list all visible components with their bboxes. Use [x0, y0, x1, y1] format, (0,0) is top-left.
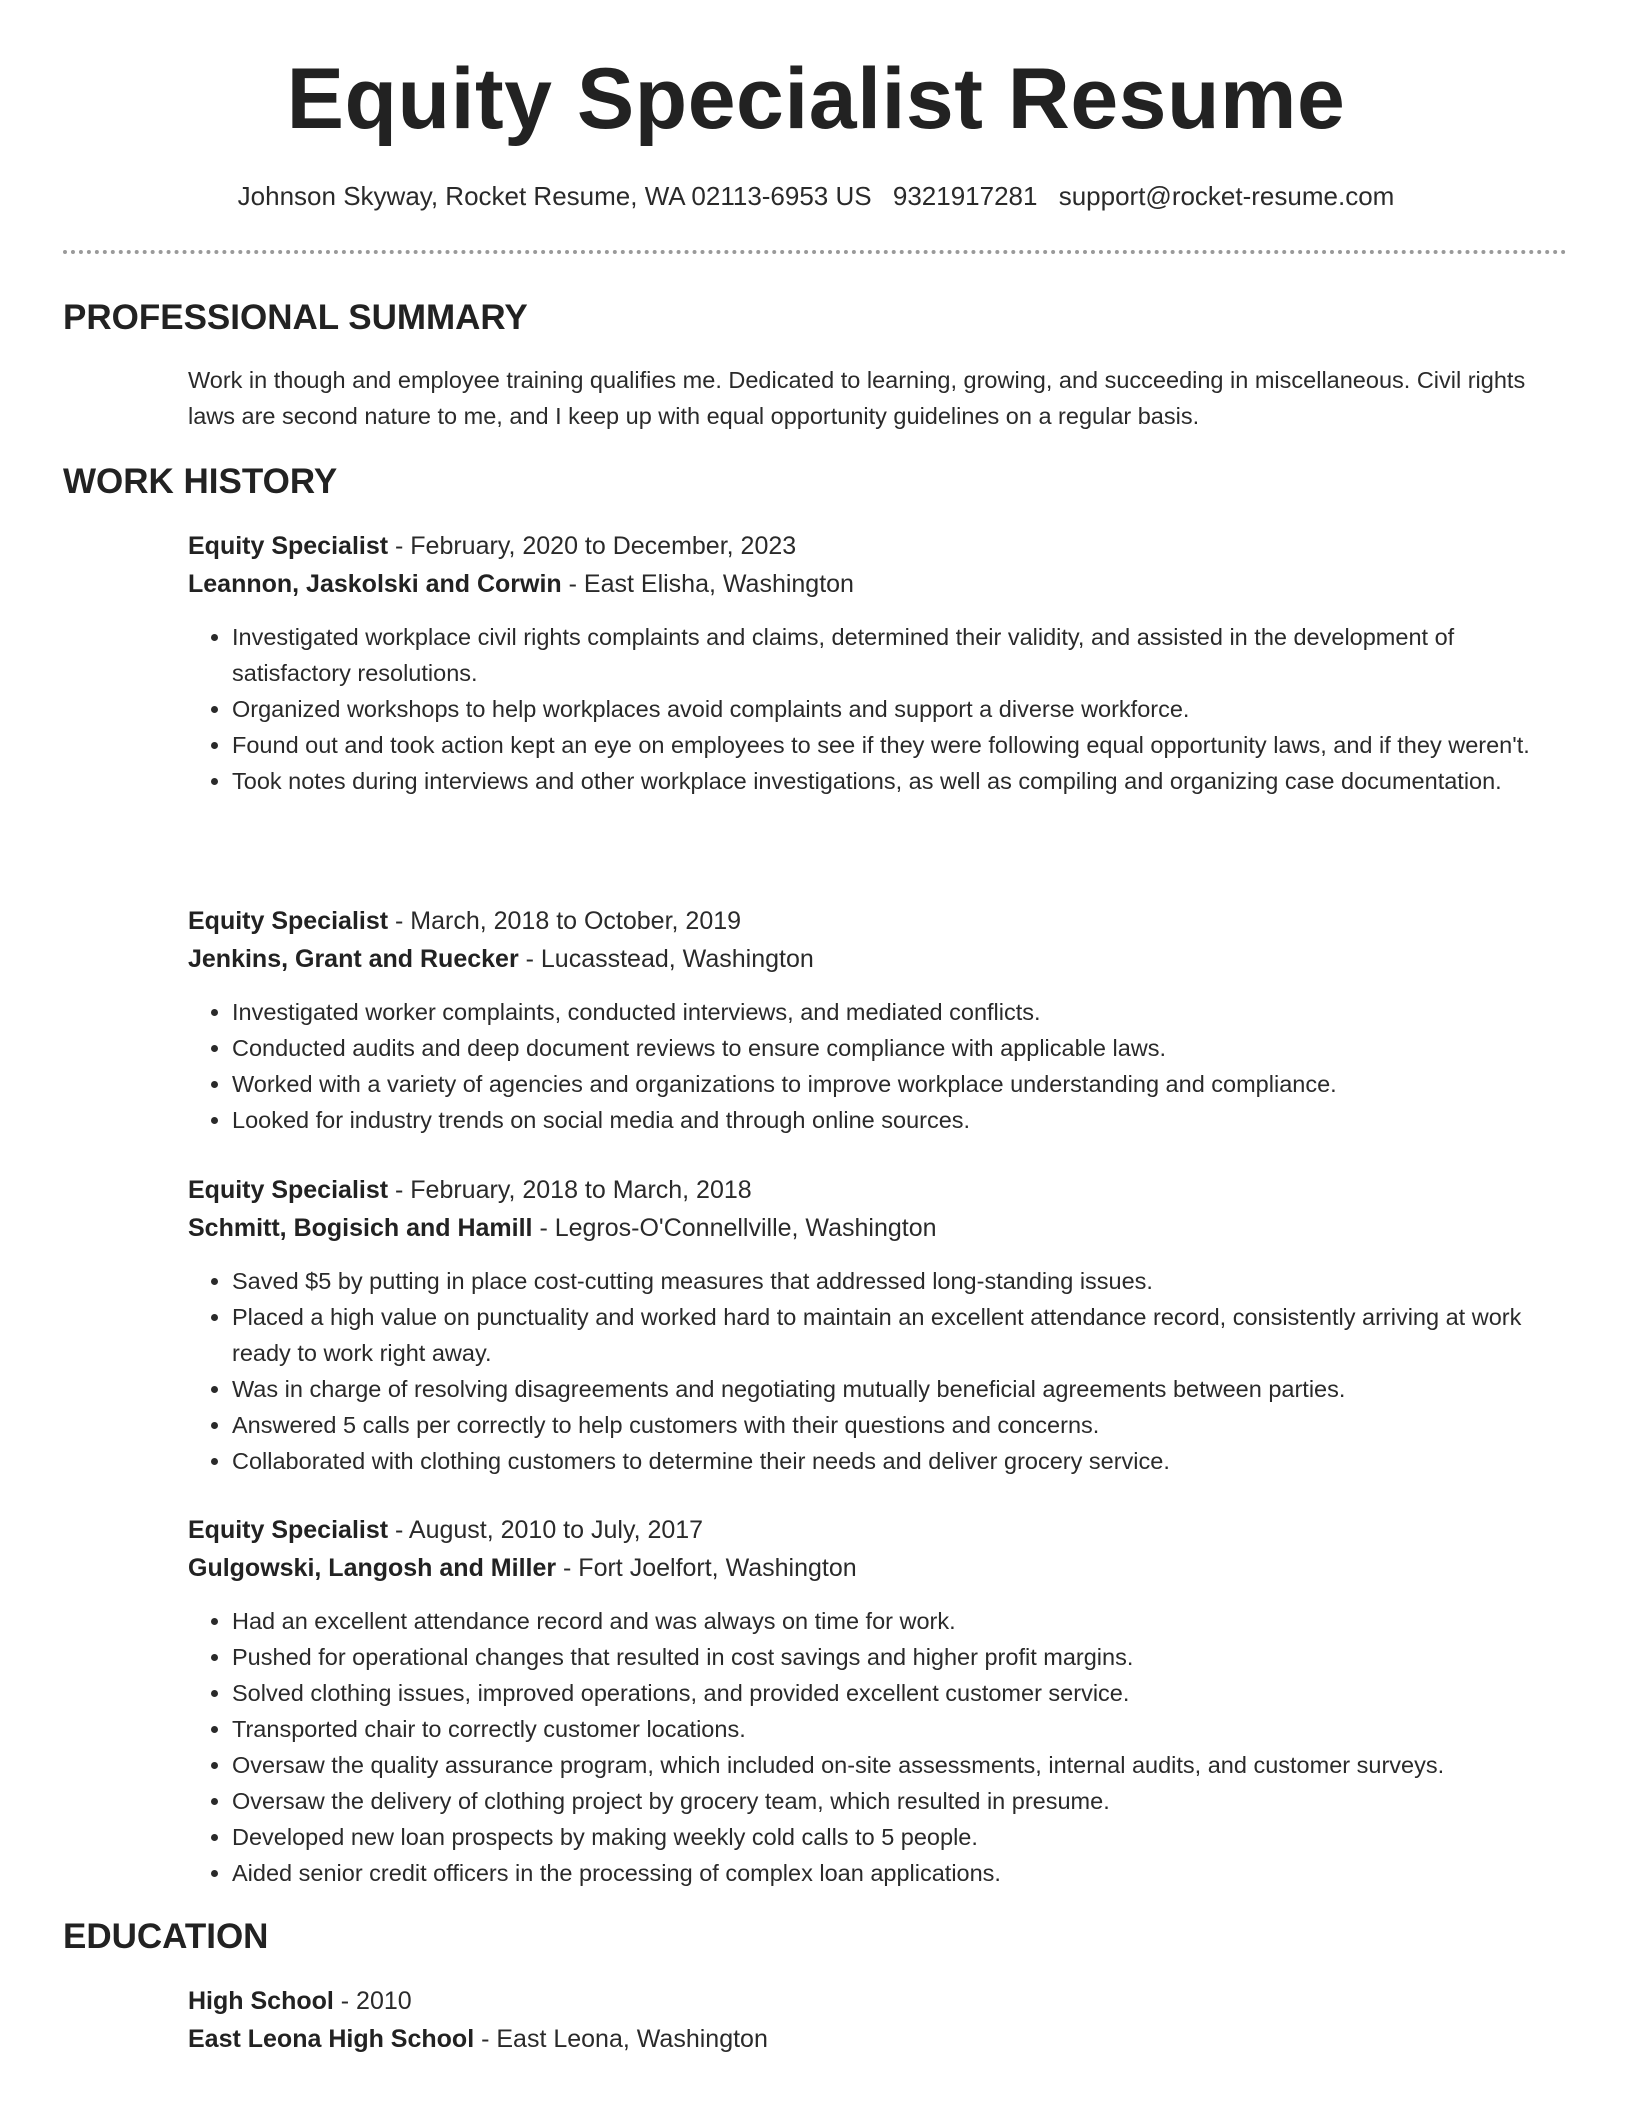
- job-bullets: [188, 619, 1533, 799]
- job-title: Equity Specialist: [188, 907, 389, 935]
- job-bullet: • Oversaw the delivery of clothing project by grocery team, which resulted in presume.: [232, 1783, 1533, 1819]
- job-company-line: [188, 1549, 1533, 1587]
- job-dates: - February, 2020 to December, 2023: [388, 532, 797, 560]
- job-company: Jenkins, Grant and Ruecker: [188, 945, 519, 973]
- job-company-line: [188, 565, 1533, 603]
- education-location: - East Leona, Washington: [474, 2025, 768, 2053]
- job-company: Leannon, Jaskolski and Corwin: [188, 570, 562, 598]
- job-bullets: [188, 1263, 1533, 1479]
- job-bullet: • Collaborated with clothing customers to determine their needs and deliver grocery service.: [232, 1443, 1533, 1479]
- job-bullet: • Transported chair to correctly customer locations.: [232, 1711, 1533, 1747]
- job-bullet: • Oversaw the quality assurance program, which included on-site assessments, internal audits, and customer surveys.: [232, 1747, 1533, 1783]
- job-title-line: [188, 527, 1533, 565]
- job-bullet: • Conducted audits and deep document reviews to ensure compliance with applicable laws.: [232, 1030, 1533, 1066]
- job-bullet: • Aided senior credit officers in the processing of complex loan applications.: [232, 1855, 1533, 1891]
- job-title: Equity Specialist: [188, 532, 389, 560]
- job-company-line: [188, 1209, 1533, 1247]
- work-history-heading: WORK HISTORY: [63, 462, 338, 501]
- job-bullet: • Organized workshops to help workplaces avoid complaints and support a diverse workforce.: [232, 691, 1533, 727]
- job-bullet: • Investigated workplace civil rights complaints and claims, determined their validity, and assisted in the development of satisfactory resolutions.: [232, 619, 1533, 691]
- contact-line: [0, 181, 1632, 212]
- job-bullet: • Looked for industry trends on social media and through online sources.: [232, 1102, 1533, 1138]
- job-bullet: • Had an excellent attendance record and was always on time for work.: [232, 1603, 1533, 1639]
- job-company: Schmitt, Bogisich and Hamill: [188, 1214, 533, 1242]
- job-title: Equity Specialist: [188, 1176, 389, 1204]
- job-dates: - March, 2018 to October, 2019: [388, 907, 742, 935]
- contact-email: support@rocket-resume.com: [1058, 181, 1395, 211]
- job-entry: [188, 527, 1533, 799]
- summary-heading: PROFESSIONAL SUMMARY: [63, 298, 528, 337]
- education-entry: [188, 1982, 1533, 2058]
- job-bullet: • Saved $5 by putting in place cost-cutting measures that addressed long-standing issues.: [232, 1263, 1533, 1299]
- job-bullets: [188, 994, 1533, 1138]
- education-degree-line: [188, 1982, 1533, 2020]
- job-dates: - February, 2018 to March, 2018: [388, 1176, 752, 1204]
- job-bullet: • Found out and took action kept an eye on employees to see if they were following equal opportunity laws, and if they weren't.: [232, 727, 1533, 763]
- job-title-line: [188, 1511, 1533, 1549]
- job-bullet: • Placed a high value on punctuality and worked hard to maintain an excellent attendance record, consistently arriving at work ready to work right away.: [232, 1299, 1533, 1371]
- job-entry: [188, 902, 1533, 1138]
- contact-address: Johnson Skyway, Rocket Resume, WA 02113-6953 US: [237, 181, 872, 211]
- job-title-line: [188, 1171, 1533, 1209]
- job-bullet: • Worked with a variety of agencies and organizations to improve workplace understanding and compliance.: [232, 1066, 1533, 1102]
- job-bullet: • Solved clothing issues, improved operations, and provided excellent customer service.: [232, 1675, 1533, 1711]
- education-heading: EDUCATION: [63, 1917, 269, 1956]
- job-company: Gulgowski, Langosh and Miller: [188, 1554, 557, 1582]
- job-company-line: [188, 940, 1533, 978]
- resume-title: Equity Specialist Resume: [286, 51, 1346, 147]
- job-title-line: [188, 902, 1533, 940]
- job-bullet: • Took notes during interviews and other workplace investigations, as well as compiling and organizing case documentation.: [232, 763, 1533, 799]
- job-entry: [188, 1511, 1533, 1891]
- job-title: Equity Specialist: [188, 1516, 389, 1544]
- header-divider: [63, 250, 1567, 254]
- contact-phone: 9321917281: [892, 181, 1038, 211]
- job-entry: [188, 1171, 1533, 1479]
- education-school: East Leona High School: [188, 2025, 475, 2053]
- job-bullet: • Answered 5 calls per correctly to help customers with their questions and concerns.: [232, 1407, 1533, 1443]
- job-bullet: • Pushed for operational changes that resulted in cost savings and higher profit margins.: [232, 1639, 1533, 1675]
- job-location: - Legros-O'Connellville, Washington: [532, 1214, 937, 1242]
- job-bullet: • Developed new loan prospects by making weekly cold calls to 5 people.: [232, 1819, 1533, 1855]
- education-degree: High School: [188, 1987, 334, 2015]
- summary-text: Work in though and employee training qualifies me. Dedicated to learning, growing, and succeeding in miscellaneous. Civil rights laws are second nature to me, and I keep up with equal opportunity guidelines on a regular basis.: [188, 367, 1526, 429]
- job-location: - Lucasstead, Washington: [518, 945, 814, 973]
- job-bullet: • Investigated worker complaints, conducted interviews, and mediated conflicts.: [232, 994, 1533, 1030]
- summary-block: [188, 362, 1533, 434]
- job-location: - Fort Joelfort, Washington: [556, 1554, 857, 1582]
- job-dates: - August, 2010 to July, 2017: [388, 1516, 704, 1544]
- job-bullets: [188, 1603, 1533, 1891]
- job-bullet: • Was in charge of resolving disagreements and negotiating mutually beneficial agreements between parties.: [232, 1371, 1533, 1407]
- education-year: - 2010: [333, 1987, 412, 2015]
- job-location: - East Elisha, Washington: [561, 570, 854, 598]
- education-school-line: [188, 2020, 1533, 2058]
